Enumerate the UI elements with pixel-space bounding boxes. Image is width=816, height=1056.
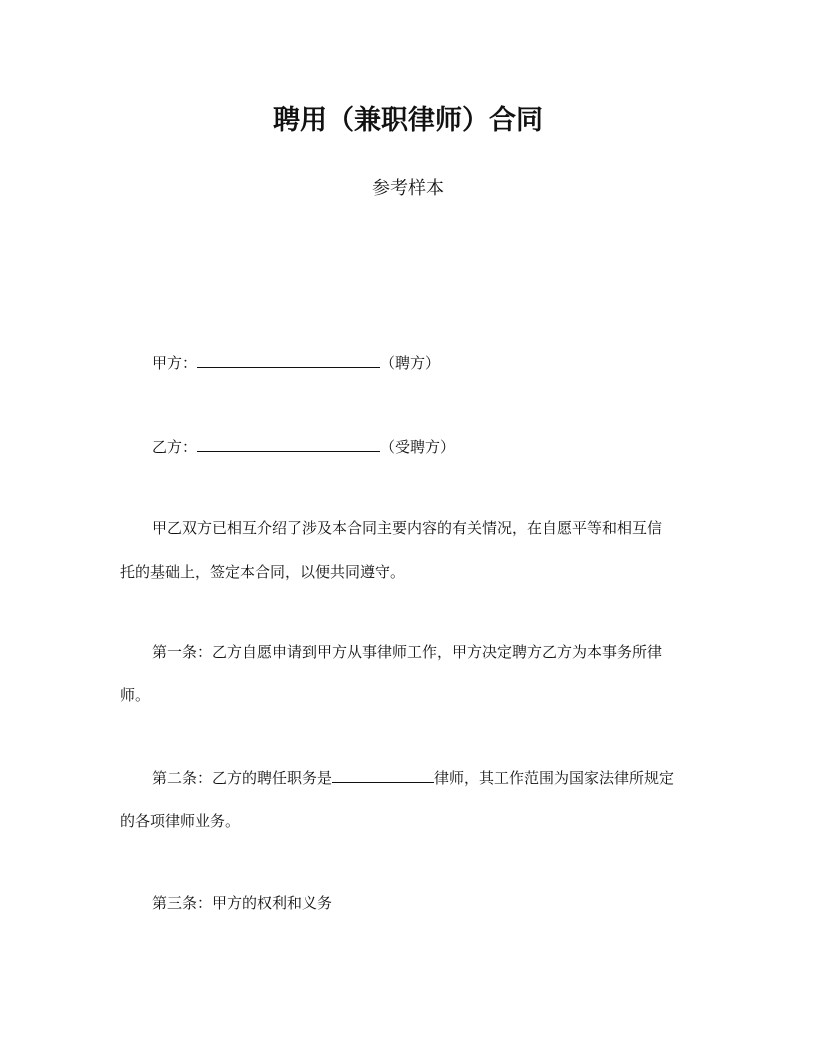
- article1-line-2: 师。: [120, 686, 151, 704]
- party-b-blank[interactable]: [197, 437, 380, 452]
- document-title: 聘用（兼职律师）合同: [273, 105, 543, 136]
- article2-after-blank: 律师，其工作范围为国家法律所规定: [434, 769, 675, 787]
- party-b-role: （受聘方）: [380, 438, 456, 456]
- article3-heading: 第三条：甲方的权利和义务: [152, 894, 333, 912]
- position-blank[interactable]: [332, 768, 434, 783]
- intro-line-2: 托的基础上，签定本合同，以便共同遵守。: [120, 563, 406, 581]
- article2-before-blank: 第二条：乙方的聘任职务是: [152, 769, 333, 787]
- party-a-line: [152, 353, 440, 373]
- party-a-role: （聘方）: [380, 354, 441, 372]
- party-b-label: 乙方：: [152, 438, 198, 456]
- article1-line-1: 第一条：乙方自愿申请到甲方从事律师工作，甲方决定聘方乙方为本事务所律: [152, 643, 663, 661]
- party-b-line: [152, 437, 455, 457]
- article2-line-1: [152, 768, 674, 788]
- party-a-label: 甲方：: [152, 354, 198, 372]
- article2-line-2: 的各项律师业务。: [120, 812, 241, 830]
- intro-line-1: 甲乙双方已相互介绍了涉及本合同主要内容的有关情况，在自愿平等和相互信: [152, 519, 663, 537]
- document-subtitle: 参考样本: [372, 178, 444, 199]
- party-a-blank[interactable]: [197, 353, 380, 368]
